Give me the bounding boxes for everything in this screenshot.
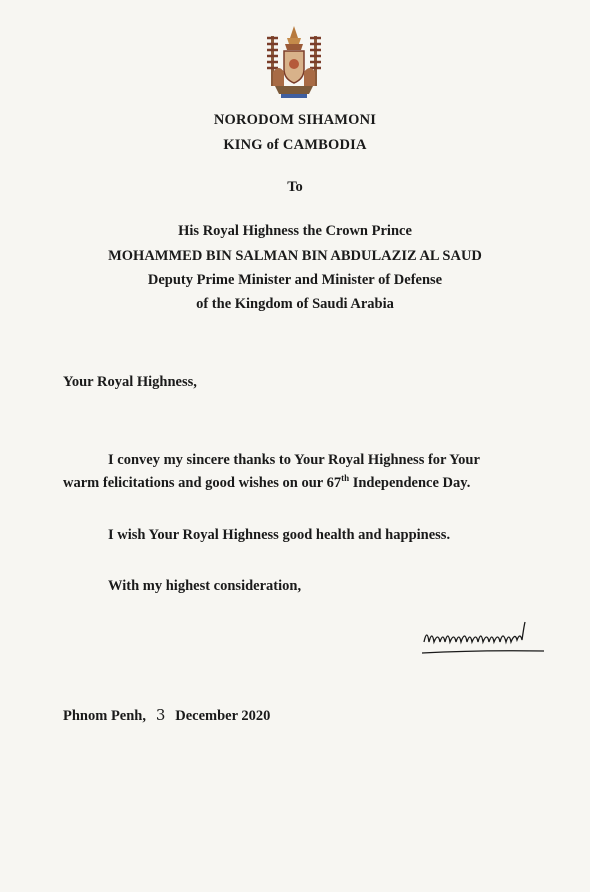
body-text: Independence Day.: [349, 475, 471, 491]
dateline-month-year: December 2020: [175, 708, 271, 724]
dateline-day: 3: [155, 706, 166, 724]
signature-icon: [420, 612, 560, 660]
dateline: [63, 706, 270, 725]
sender-name: NORODOM SIHAMONI: [213, 112, 377, 128]
recipient-name: MOHAMMED BIN SALMAN BIN ABDULAZIZ AL SAUD: [108, 248, 482, 264]
body-text: warm felicitations and good wishes on our 67: [63, 475, 342, 491]
salutation: Your Royal Highness,: [63, 374, 197, 390]
closing: With my highest consideration,: [108, 578, 302, 594]
sender-title: KING of CAMBODIA: [223, 137, 367, 153]
royal-coat-of-arms-icon: [259, 24, 329, 102]
recipient-line-4: of the Kingdom of Saudi Arabia: [196, 296, 394, 312]
recipient-line-3: Deputy Prime Minister and Minister of Defense: [147, 272, 443, 288]
body-paragraph-1-line-1: I convey my sincere thanks to Your Royal Highness for Your: [108, 452, 480, 468]
body-paragraph-1-line-2: [63, 475, 470, 492]
to-label: To: [287, 179, 303, 195]
ordinal-suffix: th: [341, 473, 350, 483]
dateline-place: Phnom Penh,: [63, 708, 146, 724]
recipient-line-1: His Royal Highness the Crown Prince: [178, 223, 412, 239]
body-paragraph-2: I wish Your Royal Highness good health and happiness.: [108, 527, 451, 543]
